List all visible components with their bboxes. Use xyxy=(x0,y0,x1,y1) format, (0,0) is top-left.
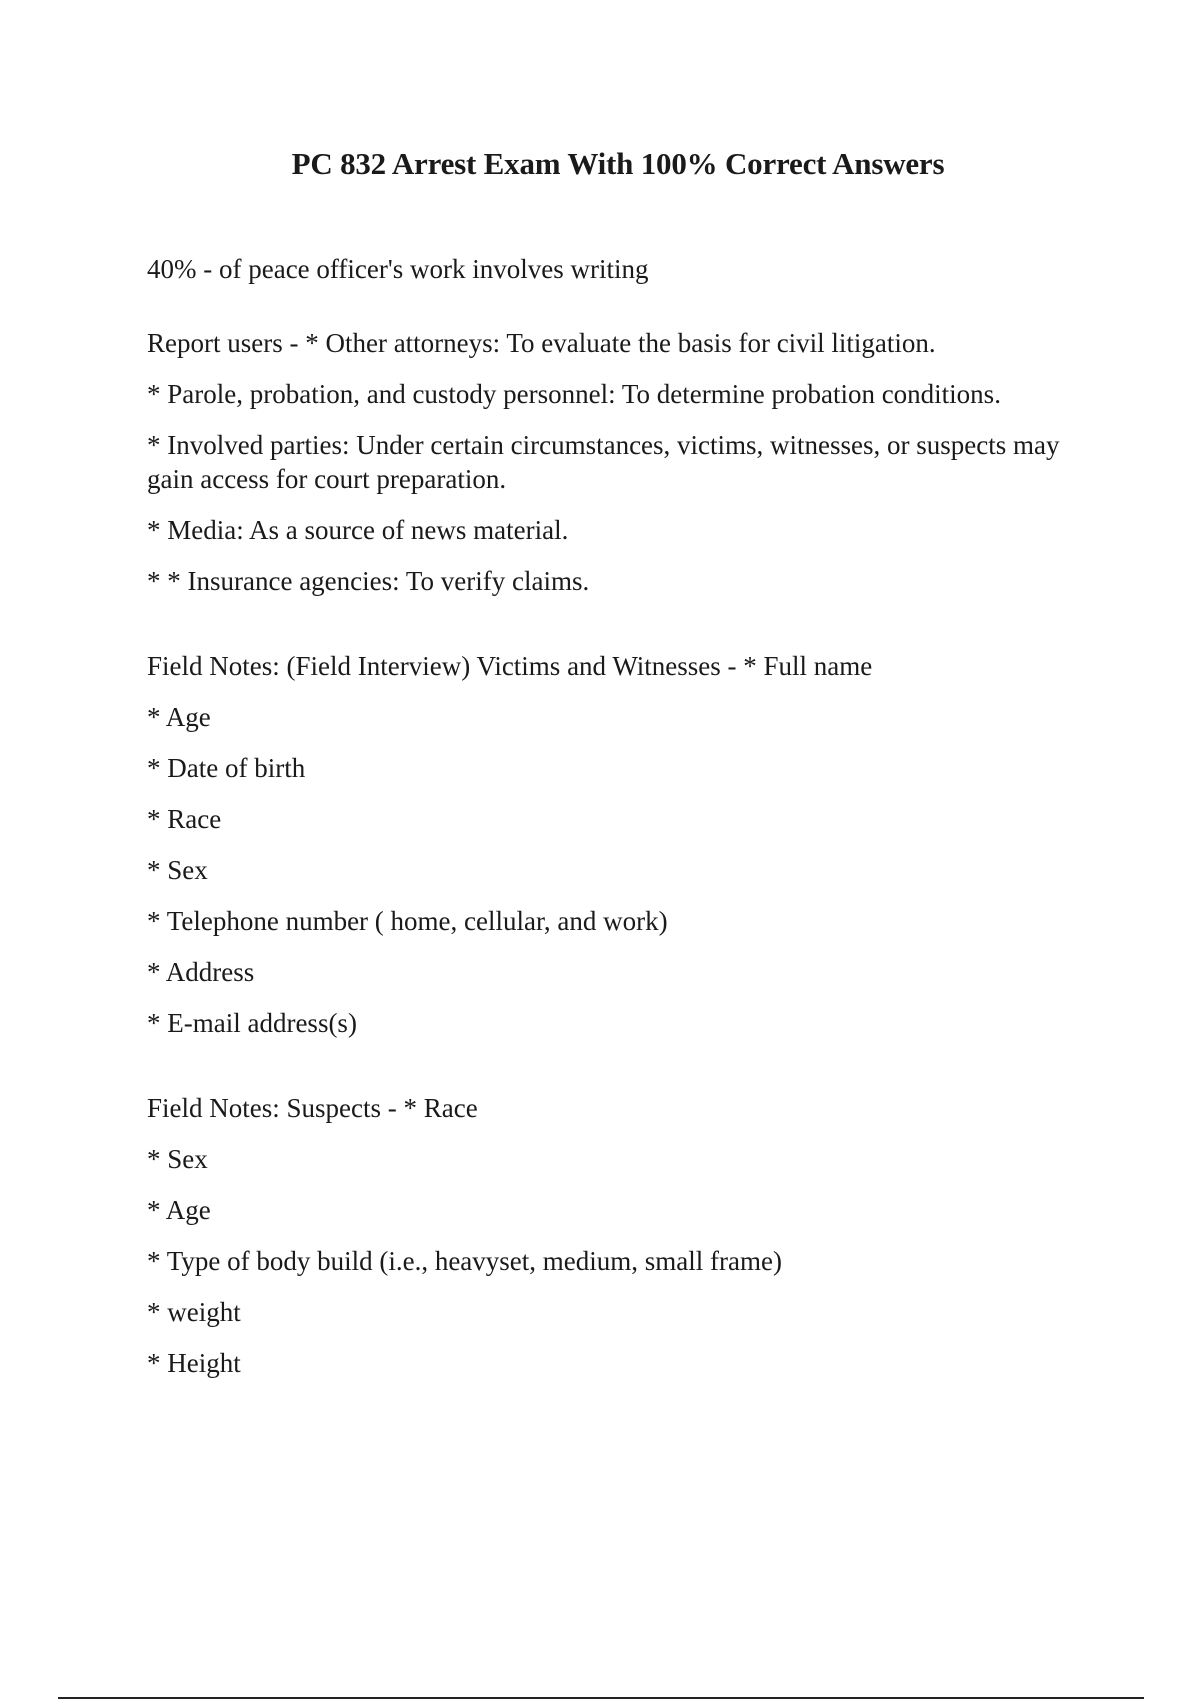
document-body xyxy=(147,252,1067,1397)
section-line: Field Notes: (Field Interview) Victims and Witnesses - * Full name xyxy=(147,651,873,681)
section-report-users xyxy=(147,326,1067,598)
section-line: * Address xyxy=(147,957,255,987)
section-line: * * Insurance agencies: To verify claims. xyxy=(147,566,590,596)
document-title: PC 832 Arrest Exam With 100% Correct Answers xyxy=(291,146,945,181)
section-line: * Sex xyxy=(147,855,208,885)
section-line: * Date of birth xyxy=(147,753,306,783)
section-line: * Race xyxy=(147,804,222,834)
section-line: * Telephone number ( home, cellular, and work) xyxy=(147,906,668,936)
section-line: * Involved parties: Under certain circumstances, victims, witnesses, or suspects may gain access for court preparation. xyxy=(147,430,1060,494)
section-line: * Parole, probation, and custody personnel: To determine probation conditions. xyxy=(147,379,1001,409)
section-line: * Type of body build (i.e., heavyset, medium, small frame) xyxy=(147,1246,782,1276)
section-line: * E-mail address(s) xyxy=(147,1008,357,1038)
section-suspects xyxy=(147,1091,1067,1380)
section-line: * Sex xyxy=(147,1144,208,1174)
section-line: Report users - * Other attorneys: To evaluate the basis for civil litigation. xyxy=(147,328,936,358)
section-victims-witnesses xyxy=(147,649,1067,1040)
section-spacer xyxy=(147,615,1067,649)
section-line: * Media: As a source of news material. xyxy=(147,515,569,545)
section-line: Field Notes: Suspects - * Race xyxy=(147,1093,478,1123)
section-line: * Height xyxy=(147,1348,241,1378)
intro-line: 40% - of peace officer's work involves writing xyxy=(147,254,649,284)
section-line: * weight xyxy=(147,1297,241,1327)
footer-rule xyxy=(58,1697,1144,1699)
section-line: * Age xyxy=(147,702,211,732)
section-line: * Age xyxy=(147,1195,211,1225)
section-spacer xyxy=(147,1057,1067,1091)
